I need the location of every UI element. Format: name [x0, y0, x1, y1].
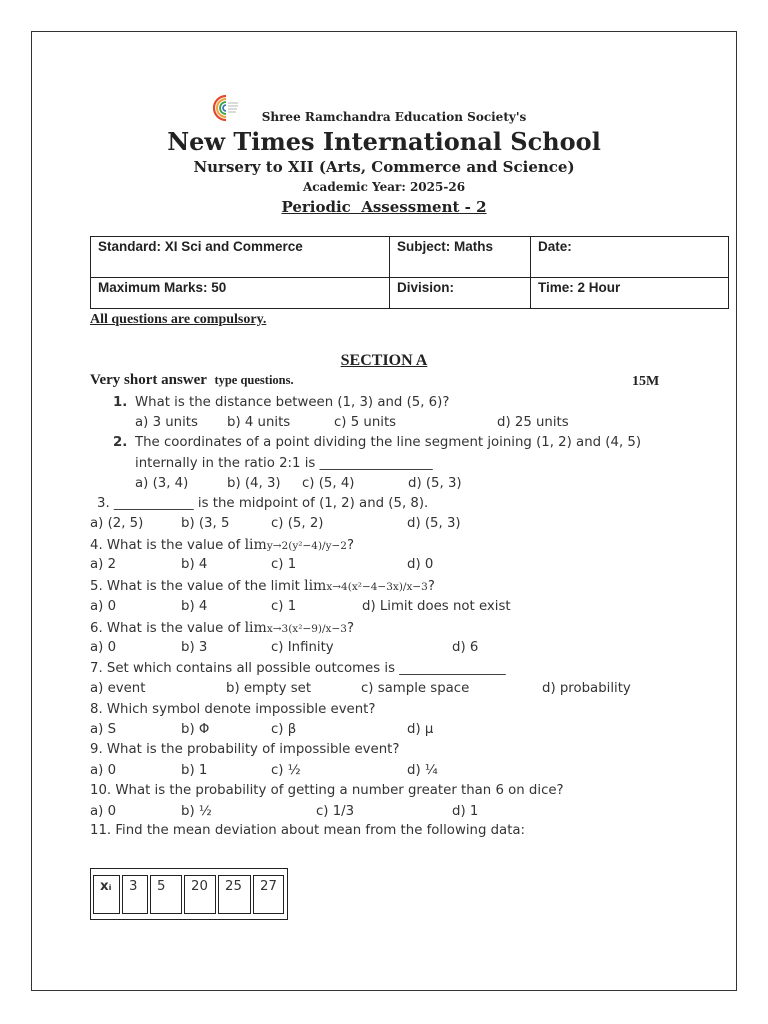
- q6-limit-expr: x→3(x²−9)/x−3: [266, 623, 347, 635]
- q3-option-d: d) (5, 3): [407, 516, 461, 531]
- q4-lim: lim: [244, 537, 267, 553]
- q4-option-b: b) 4: [181, 557, 208, 572]
- section-title: SECTION A: [340, 352, 428, 369]
- q6-qmark: ?: [346, 621, 355, 636]
- q2-option-b: b) (4, 3): [227, 476, 281, 491]
- q7-text: 7. Set which contains all possible outcomes is ________________: [90, 661, 506, 676]
- q7-option-c: c) sample space: [361, 681, 470, 696]
- q3-option-c: c) (5, 2): [271, 516, 324, 531]
- q2-number: 2.: [113, 435, 128, 450]
- q8-option-a: a) S: [90, 722, 117, 737]
- table-cell: 5: [150, 875, 182, 914]
- table-cell: 20: [184, 875, 216, 914]
- q5-limit-expr: x→4(x²−4−3x)/x−3: [326, 581, 428, 593]
- q4-text: 4. What is the value of: [90, 538, 245, 553]
- q4-option-d: d) 0: [407, 557, 434, 572]
- time-cell: Time: 2 Hour: [531, 278, 729, 309]
- q2-text-line1: The coordinates of a point dividing the line segment joining (1, 2) and (4, 5): [135, 435, 642, 450]
- q8-option-b: b) Φ: [181, 722, 210, 737]
- q1-option-b: b) 4 units: [227, 415, 291, 430]
- q6-option-a: a) 0: [90, 640, 117, 655]
- table-bottom-border: [91, 919, 287, 920]
- q9-option-d: d) ¼: [407, 763, 438, 778]
- q9-text: 9. What is the probability of impossible event?: [90, 742, 400, 757]
- question-type-main: Very short answer: [90, 372, 207, 388]
- q5-text: 5. What is the value of the limit: [90, 579, 305, 594]
- q3-text: 3. ____________ is the midpoint of (1, 2) and (5, 8).: [97, 496, 429, 511]
- instructions: All questions are compulsory.: [90, 312, 267, 327]
- q10-text: 10. What is the probability of getting a number greater than 6 on dice?: [90, 783, 564, 798]
- q9-option-a: a) 0: [90, 763, 117, 778]
- q8-option-c: c) β: [271, 722, 297, 737]
- q4-option-c: c) 1: [271, 557, 297, 572]
- q10-option-b: b) ½: [181, 804, 212, 819]
- society-name: Shree Ramchandra Education Society's: [261, 110, 527, 124]
- table-cell: 3: [122, 875, 148, 914]
- q2-text-line2: internally in the ratio 2:1 is _________________: [135, 456, 433, 471]
- q3-option-a: a) (2, 5): [90, 516, 144, 531]
- q5-option-a: a) 0: [90, 599, 117, 614]
- academic-year: Academic Year: 2025-26: [302, 180, 466, 194]
- q5-option-c: c) 1: [271, 599, 297, 614]
- q5-option-b: b) 4: [181, 599, 208, 614]
- q2-option-a: a) (3, 4): [135, 476, 189, 491]
- q10-option-d: d) 1: [452, 804, 479, 819]
- data-table: [90, 868, 288, 920]
- q5-lim: lim: [304, 578, 327, 594]
- q6-lim: lim: [244, 620, 267, 636]
- q3-option-b: b) (3, 5: [181, 516, 230, 531]
- table-header-xi: xᵢ: [93, 875, 120, 914]
- q6-option-c: c) Infinity: [271, 640, 334, 655]
- q10-option-a: a) 0: [90, 804, 117, 819]
- q6-question: [90, 620, 354, 636]
- q1-option-d: d) 25 units: [497, 415, 569, 430]
- q8-option-d: d) μ: [407, 722, 434, 737]
- q6-option-b: b) 3: [181, 640, 208, 655]
- q8-text: 8. Which symbol denote impossible event?: [90, 702, 376, 717]
- section-marks: 15M: [632, 374, 660, 389]
- q2-option-c: c) (5, 4): [302, 476, 355, 491]
- standard-cell: Standard: XI Sci and Commerce: [91, 237, 390, 278]
- table-top-border: [91, 868, 287, 869]
- q11-text: 11. Find the mean deviation about mean from the following data:: [90, 823, 526, 838]
- q1-number: 1.: [113, 395, 128, 410]
- q10-option-c: c) 1/3: [316, 804, 355, 819]
- q4-option-a: a) 2: [90, 557, 117, 572]
- standards-line: Nursery to XII (Arts, Commerce and Science): [193, 158, 575, 176]
- q7-option-a: a) event: [90, 681, 146, 696]
- q9-option-c: c) ½: [271, 763, 301, 778]
- q7-option-d: d) probability: [542, 681, 631, 696]
- q5-qmark: ?: [427, 579, 435, 594]
- subject-cell: Subject: Maths: [390, 237, 531, 278]
- question-type-small: type questions.: [214, 373, 294, 387]
- info-table: [90, 236, 729, 309]
- question-type: [90, 372, 294, 389]
- school-name: New Times International School: [167, 127, 601, 156]
- q9-option-b: b) 1: [181, 763, 208, 778]
- q5-question: [90, 578, 435, 594]
- max-marks-cell: Maximum Marks: 50: [91, 278, 390, 309]
- q6-option-d: d) 6: [452, 640, 479, 655]
- division-cell: Division:: [390, 278, 531, 309]
- q7-option-b: b) empty set: [226, 681, 312, 696]
- table-cell: 27: [253, 875, 284, 914]
- q4-question: [90, 537, 354, 553]
- q6-text: 6. What is the value of: [90, 621, 245, 636]
- q1-option-a: a) 3 units: [135, 415, 198, 430]
- q4-qmark: ?: [346, 538, 355, 553]
- assessment-title: Periodic Assessment - 2: [281, 198, 487, 216]
- q2-option-d: d) (5, 3): [408, 476, 462, 491]
- q5-option-d: d) Limit does not exist: [362, 599, 511, 614]
- date-cell: Date:: [531, 237, 729, 278]
- q1-option-c: c) 5 units: [334, 415, 397, 430]
- q4-limit-expr: y→2(y²−4)/y−2: [266, 540, 347, 552]
- table-cell: 25: [218, 875, 251, 914]
- q1-text: What is the distance between (1, 3) and (5, 6)?: [135, 395, 450, 410]
